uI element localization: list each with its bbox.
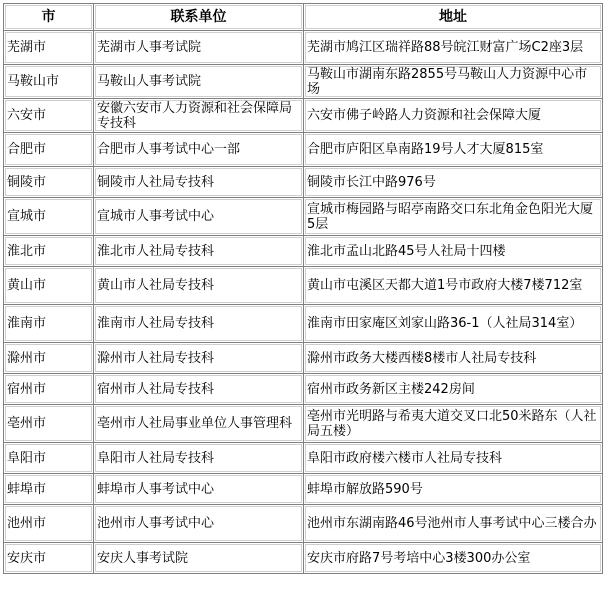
city-cell-text: 池州市: [5, 506, 92, 541]
contact-unit-cell-text: 安庆人事考试院: [95, 544, 302, 572]
header-row: [4, 4, 603, 31]
address-cell-text: 芜湖市鸠江区瑞祥路88号皖江财富广场C2座3层: [305, 32, 601, 63]
contact-unit-cell-text: 合肥市人事考试中心一部: [95, 134, 302, 165]
table-row: [4, 167, 603, 198]
contact-unit-cell: [94, 443, 304, 474]
table-row: [4, 305, 603, 343]
address-cell-text: 淮南市田家庵区刘家山路36-1（人社局314室）: [305, 306, 601, 341]
city-cell-text: 铜陵市: [5, 168, 92, 196]
city-cell-text: 蚌埠市: [5, 475, 92, 503]
address-cell: [304, 133, 603, 167]
table-row: [4, 133, 603, 167]
city-cell-text: 六安市: [5, 100, 92, 131]
city-cell: [4, 343, 94, 374]
address-cell: [304, 305, 603, 343]
table-row: [4, 443, 603, 474]
contact-unit-cell-text: 铜陵市人社局专技科: [95, 168, 302, 196]
contact-unit-cell-text: 滁州市人社局专技科: [95, 344, 302, 372]
table-row: [4, 374, 603, 405]
address-cell-text: 马鞍山市湖南东路2855号马鞍山人力资源中心市场: [305, 66, 601, 97]
city-cell: [4, 305, 94, 343]
header-address: 地址: [304, 4, 603, 31]
contact-unit-cell: [94, 543, 304, 574]
city-cell: [4, 505, 94, 543]
address-cell: [304, 267, 603, 305]
contact-unit-cell: [94, 267, 304, 305]
address-cell-text: 亳州市光明路与希夷大道交叉口北50米路东（人社局五楼）: [305, 406, 601, 441]
contact-unit-cell: [94, 31, 304, 65]
address-cell-text: 淮北市孟山北路45号人社局十四楼: [305, 237, 601, 265]
city-cell-text: 合肥市: [5, 134, 92, 165]
contact-unit-cell: [94, 99, 304, 133]
table-body: [4, 31, 603, 574]
city-cell: [4, 167, 94, 198]
address-cell-text: 阜阳市政府楼六楼市人社局专技科: [305, 444, 601, 472]
contact-unit-cell: [94, 374, 304, 405]
city-cell-text: 宿州市: [5, 375, 92, 403]
city-cell: [4, 267, 94, 305]
address-cell: [304, 505, 603, 543]
address-cell-text: 蚌埠市解放路590号: [305, 475, 601, 503]
city-cell-text: 亳州市: [5, 406, 92, 441]
contact-unit-cell-text: 淮北市人社局专技科: [95, 237, 302, 265]
contact-unit-cell-text: 亳州市人社局事业单位人事管理科: [95, 406, 302, 441]
contact-unit-cell-text: 芜湖市人事考试院: [95, 32, 302, 63]
contact-unit-cell-text: 黄山市人社局专技科: [95, 268, 302, 303]
city-cell: [4, 31, 94, 65]
city-cell-text: 黄山市: [5, 268, 92, 303]
table-row: [4, 505, 603, 543]
address-cell: [304, 65, 603, 99]
contact-unit-cell: [94, 167, 304, 198]
table-row: [4, 267, 603, 305]
address-cell: [304, 99, 603, 133]
address-cell-text: 合肥市庐阳区阜南路19号人才大厦815室: [305, 134, 601, 165]
address-cell: [304, 31, 603, 65]
city-cell: [4, 198, 94, 236]
contact-unit-cell-text: 马鞍山人事考试院: [95, 66, 302, 97]
table-row: [4, 65, 603, 99]
address-cell-text: 铜陵市长江中路976号: [305, 168, 601, 196]
contact-unit-cell-text: 蚌埠市人事考试中心: [95, 475, 302, 503]
city-cell: [4, 236, 94, 267]
address-cell: [304, 543, 603, 574]
city-cell-text: 滁州市: [5, 344, 92, 372]
table-row: [4, 343, 603, 374]
contact-unit-cell: [94, 505, 304, 543]
table-row: [4, 405, 603, 443]
city-cell: [4, 443, 94, 474]
contact-unit-cell: [94, 133, 304, 167]
contact-unit-cell: [94, 405, 304, 443]
contact-unit-cell-text: 宿州市人社局专技科: [95, 375, 302, 403]
address-cell-text: 安庆市府路7号考培中心3楼300办公室: [305, 544, 601, 572]
address-cell: [304, 405, 603, 443]
city-cell: [4, 474, 94, 505]
city-cell: [4, 405, 94, 443]
address-cell-text: 黄山市屯溪区天都大道1号市政府大楼7楼712室: [305, 268, 601, 303]
table-row: [4, 543, 603, 574]
address-cell-text: 滁州市政务大楼西楼8楼市人社局专技科: [305, 344, 601, 372]
city-cell: [4, 99, 94, 133]
contact-unit-cell: [94, 65, 304, 99]
contact-unit-cell: [94, 305, 304, 343]
city-cell-text: 阜阳市: [5, 444, 92, 472]
header-contact-unit: 联系单位: [94, 4, 304, 31]
address-cell-text: 宣城市梅园路与昭亭南路交口东北角金色阳光大厦5层: [305, 199, 601, 234]
contact-unit-cell-text: 阜阳市人社局专技科: [95, 444, 302, 472]
address-cell: [304, 343, 603, 374]
address-cell-text: 六安市佛子岭路人力资源和社会保障大厦: [305, 100, 601, 131]
address-cell: [304, 443, 603, 474]
city-cell: [4, 133, 94, 167]
address-cell: [304, 474, 603, 505]
city-cell: [4, 543, 94, 574]
contact-unit-cell: [94, 198, 304, 236]
table-row: [4, 99, 603, 133]
address-cell: [304, 236, 603, 267]
city-cell-text: 淮南市: [5, 306, 92, 341]
city-cell-text: 马鞍山市: [5, 66, 92, 97]
city-cell-text: 宣城市: [5, 199, 92, 234]
table-row: [4, 31, 603, 65]
table-row: [4, 198, 603, 236]
contact-table: [3, 3, 603, 574]
city-cell-text: 芜湖市: [5, 32, 92, 63]
address-cell: [304, 167, 603, 198]
header-city: 市: [4, 4, 94, 31]
contact-unit-cell-text: 池州市人事考试中心: [95, 506, 302, 541]
city-cell: [4, 374, 94, 405]
city-cell: [4, 65, 94, 99]
city-cell-text: 淮北市: [5, 237, 92, 265]
contact-unit-cell: [94, 236, 304, 267]
city-cell-text: 安庆市: [5, 544, 92, 572]
contact-unit-cell: [94, 343, 304, 374]
contact-unit-cell-text: 淮南市人社局专技科: [95, 306, 302, 341]
address-cell-text: 池州市东湖南路46号池州市人事考试中心三楼合办: [305, 506, 601, 541]
contact-unit-cell-text: 安徽六安市人力资源和社会保障局专技科: [95, 100, 302, 131]
address-cell-text: 宿州市政务新区主楼242房间: [305, 375, 601, 403]
contact-unit-cell: [94, 474, 304, 505]
address-cell: [304, 374, 603, 405]
table-row: [4, 236, 603, 267]
table-row: [4, 474, 603, 505]
address-cell: [304, 198, 603, 236]
contact-unit-cell-text: 宣城市人事考试中心: [95, 199, 302, 234]
